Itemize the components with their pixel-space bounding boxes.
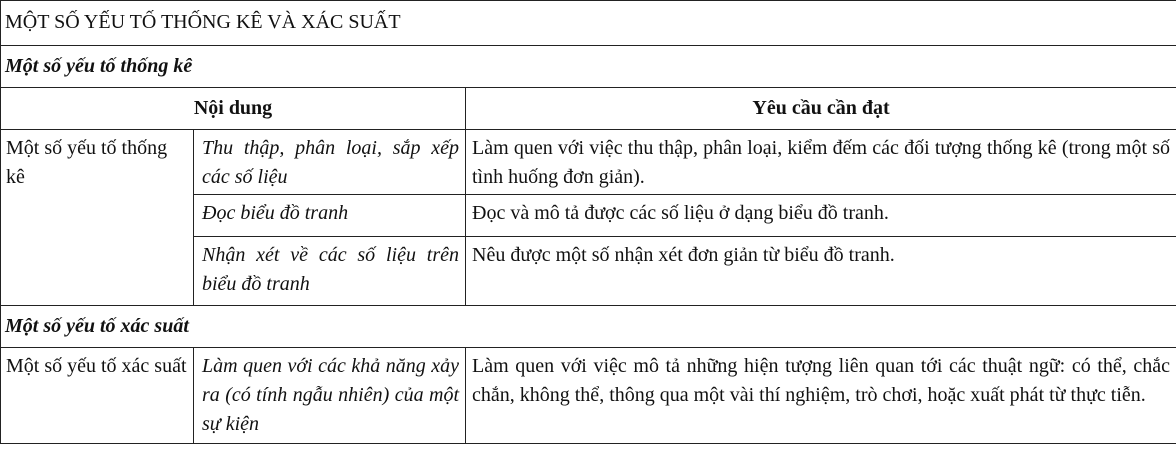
section-heading-statistics: Một số yếu tố thống kê — [1, 46, 1176, 88]
requirement-cell: Đọc và mô tả được các số liệu ở dạng biểu đồ tranh. — [466, 195, 1176, 237]
content-cell: Nhận xét về các số liệu trên biểu đồ tranh — [194, 237, 466, 306]
header-row — [1, 88, 1176, 130]
table-row — [1, 348, 1176, 444]
requirement-cell: Nêu được một số nhận xét đơn giản từ biểu đồ tranh. — [466, 237, 1176, 306]
topic-cell: Một số yếu tố thống kê — [1, 130, 194, 306]
section-heading-probability: Một số yếu tố xác suất — [1, 306, 1176, 348]
section-heading-row — [1, 46, 1176, 88]
content-cell: Làm quen với các khả năng xảy ra (có tính ngẫu nhiên) của một sự kiện — [194, 348, 466, 444]
topic-cell: Một số yếu tố xác suất — [1, 348, 194, 444]
table-row — [1, 130, 1176, 195]
section-heading-row — [1, 306, 1176, 348]
header-content: Nội dung — [1, 88, 466, 130]
requirement-cell: Làm quen với việc thu thập, phân loại, kiểm đếm các đối tượng thống kê (trong một số tình huống đơn giản). — [466, 130, 1176, 195]
content-cell: Đọc biểu đồ tranh — [194, 195, 466, 237]
content-cell: Thu thập, phân loại, sắp xếp các số liệu — [194, 130, 466, 195]
requirement-cell: Làm quen với việc mô tả những hiện tượng liên quan tới các thuật ngữ: có thể, chắc chắn, không thể, thông qua một vài thí nghiệm, trò chơi, hoặc xuất phát từ thực tiễn. — [466, 348, 1176, 444]
title-row — [1, 1, 1176, 46]
document-title: MỘT SỐ YẾU TỐ THỐNG KÊ VÀ XÁC SUẤT — [1, 1, 1176, 46]
header-requirement: Yêu cầu cần đạt — [466, 88, 1176, 130]
